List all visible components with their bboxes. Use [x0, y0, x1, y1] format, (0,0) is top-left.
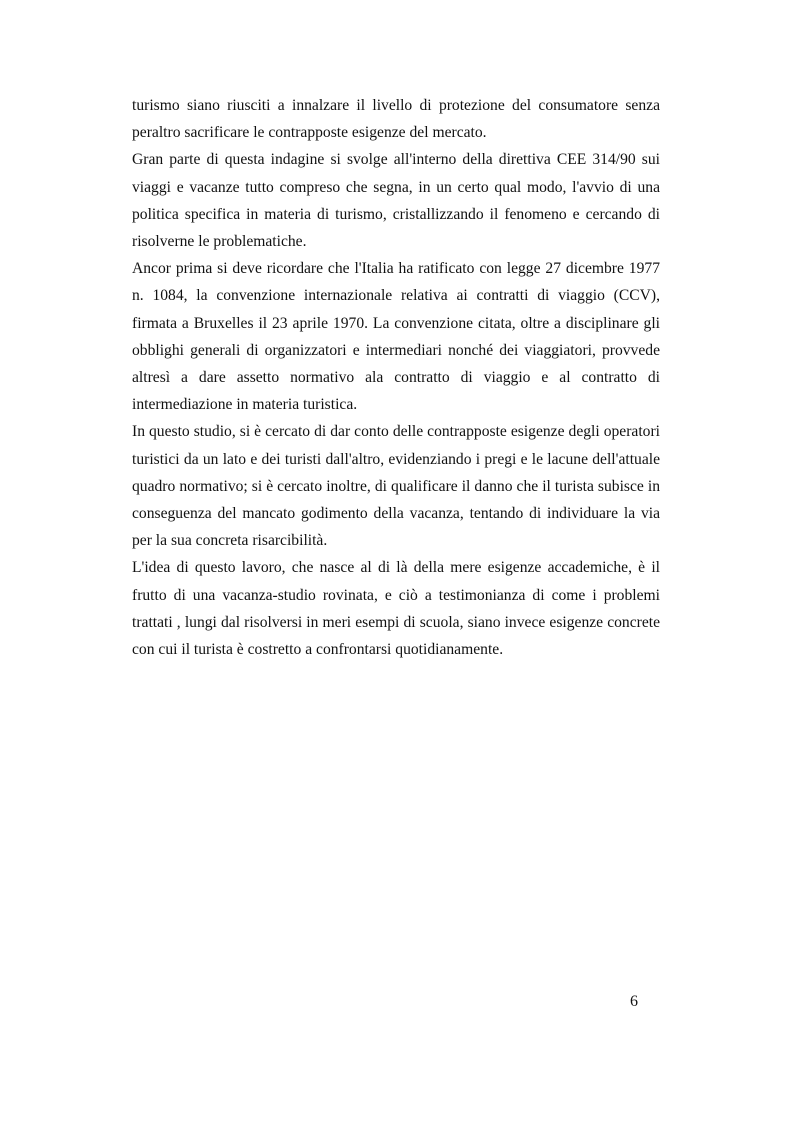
- paragraph-1: turismo siano riusciti a innalzare il livello di protezione del consumatore senza peraltro sacrificare le contrapposte esigenze del mercato.: [132, 97, 660, 142]
- paragraph-2: Gran parte di questa indagine si svolge all'interno della direttiva CEE 314/90 sui viaggi e vacanze tutto compreso che segna, in un certo qual modo, l'avvio di una politica specifica in materia di turismo, cristallizzando il fenomeno e cercando di risolverne le problematiche.: [132, 151, 660, 251]
- page-number: 6: [630, 993, 638, 1010]
- body-text: [132, 92, 660, 663]
- paragraph-3: Ancor prima si deve ricordare che l'Italia ha ratificato con legge 27 dicembre 1977 n. 1084, la convenzione internazionale relativa ai contratti di viaggio (CCV), firmata a Bruxelles il 23 aprile 1970. La convenzione citata, oltre a disciplinare gli obblighi generali di organizzatori e intermediari nonché dei viaggiatori, provvede altresì a dare assetto normativo ala contratto di viaggio e al contratto di intermediazione in materia turistica.: [132, 260, 660, 414]
- paragraph-5: L'idea di questo lavoro, che nasce al di là della mere esigenze accademiche, è il frutto di una vacanza-studio rovinata, e ciò a testimonianza di come i problemi trattati , lungi dal risolversi in meri esempi di scuola, siano invece esigenze concrete con cui il turista è costretto a confrontarsi quotidianamente.: [132, 559, 660, 659]
- paragraph-4: In questo studio, si è cercato di dar conto delle contrapposte esigenze degli operatori turistici da un lato e dei turisti dall'altro, evidenziando i pregi e le lacune dell'attuale quadro normativo; si è cercato inoltre, di qualificare il danno che il turista subisce in conseguenza del mancato godimento della vacanza, tentando di individuare la via per la sua concreta risarcibilità.: [132, 423, 660, 550]
